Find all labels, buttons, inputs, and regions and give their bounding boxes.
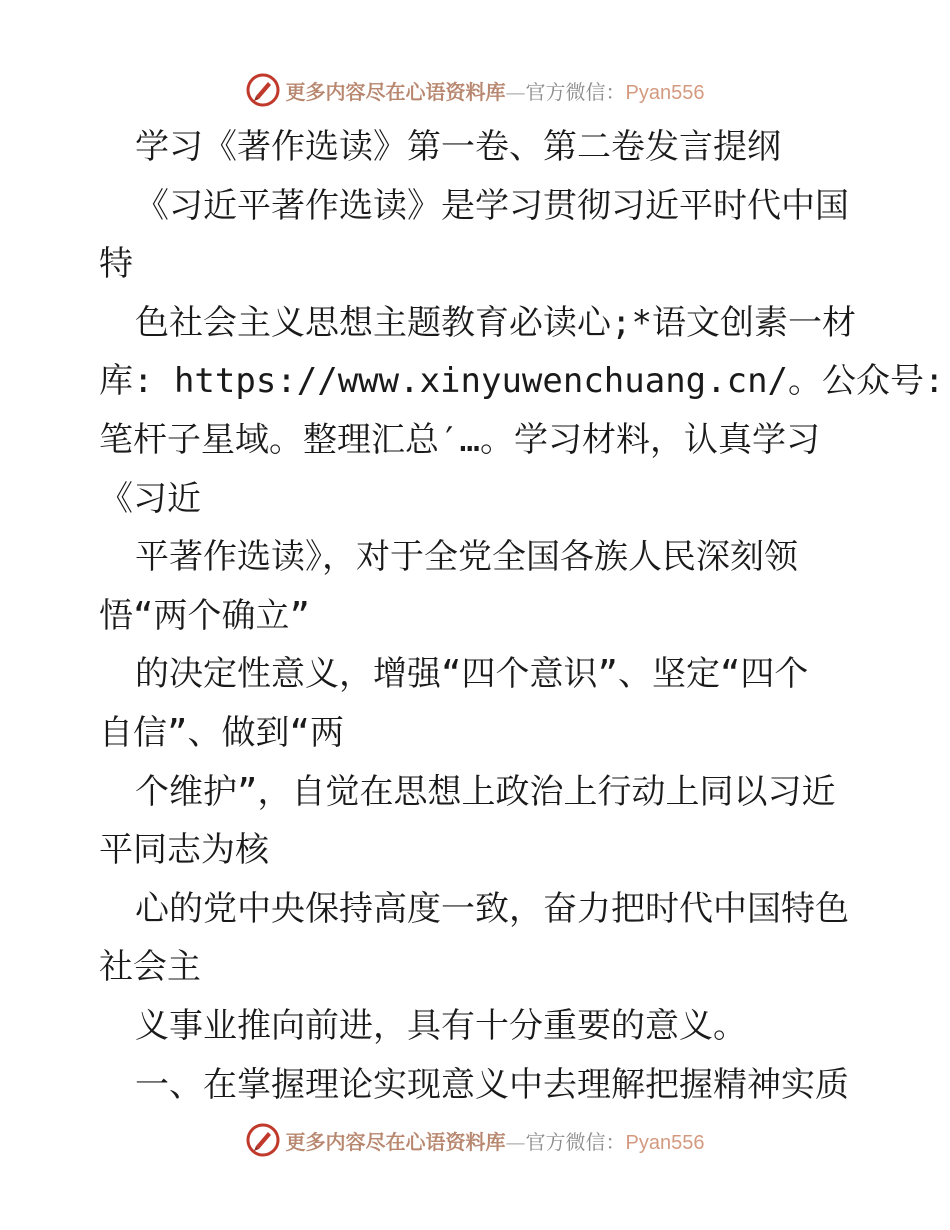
paragraph-line: 《习近 [99, 478, 201, 519]
document-title: 学习《著作选读》第一卷、第二卷发言提纲 [135, 127, 781, 167]
paragraph-line: 平同志为核 [99, 830, 269, 871]
footer-banner-text [286, 1126, 705, 1155]
document-body [99, 118, 945, 1114]
section-heading: 一、在掌握理论实现意义中去理解把握精神实质 [135, 1064, 849, 1105]
paragraph-line: 笔杆子星域。整理汇总′…。学习材料，认真学习 [99, 419, 820, 460]
paragraph-line: 特 [99, 244, 133, 285]
paragraph-line: 义事业推向前进，具有十分重要的意义。 [135, 1005, 747, 1046]
pen-logo-icon [246, 73, 280, 107]
footer-banner-wechat-label: 官方微信： [525, 1129, 626, 1154]
paragraph-line: 心的党中央保持高度一致，奋力把时代中国特色 [135, 888, 849, 929]
paragraph-line: 色社会主义思想主题教育必读心;*语文创素一材 [135, 302, 856, 343]
paragraph-line: 个维护”，自觉在思想上政治上行动上同以习近 [135, 771, 836, 812]
pen-logo-icon [246, 1123, 280, 1157]
paragraph-line: 悟“两个确立” [99, 595, 310, 636]
footer-banner-slogan: 更多内容尽在心语资料库 [285, 1129, 506, 1154]
footer-banner [0, 1122, 950, 1158]
header-banner-wechat-id: Pyan556 [625, 81, 705, 104]
header-banner-wechat-label: 官方微信： [525, 79, 626, 104]
paragraph-line: 库: https://www.xinyuwenchuang.cn/。公众号: [99, 361, 945, 402]
paragraph-line: 社会主 [99, 947, 201, 988]
paragraph-line: 《习近平著作选读》是学习贯彻习近平时代中国 [135, 185, 849, 226]
footer-banner-dash: — [505, 1129, 526, 1154]
paragraph-line: 平著作选读》，对于全党全国各族人民深刻领 [135, 537, 798, 578]
footer-banner-wechat-id: Pyan556 [625, 1131, 705, 1154]
paragraph-line: 的决定性意义，增强“四个意识”、坚定“四个 [135, 654, 809, 695]
header-banner-dash: — [505, 79, 526, 104]
header-banner-text [286, 76, 705, 105]
header-banner [0, 72, 950, 108]
header-banner-slogan: 更多内容尽在心语资料库 [285, 79, 506, 104]
paragraph-line: 自信”、做到“两 [99, 712, 344, 753]
